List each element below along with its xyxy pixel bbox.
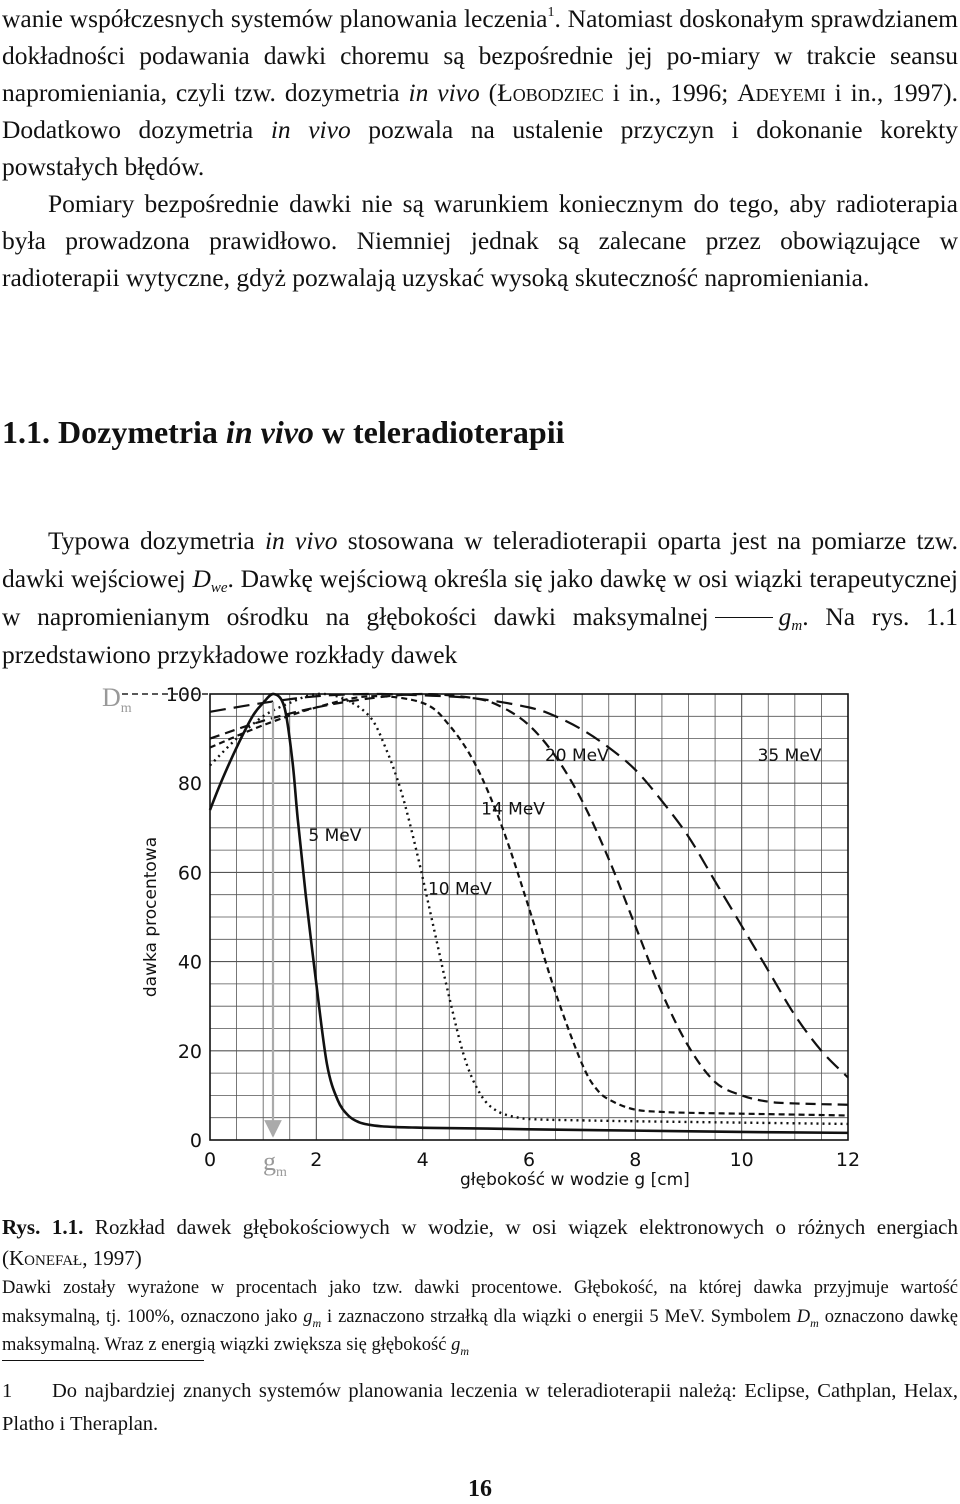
section-title: w teleradioterapii (321, 414, 565, 450)
paragraph-text: . Natomiast doskonałym sprawdzianem dokładności podawania dawki choremu są bezpośrednie jej po-miary w trakcie seansu napromieniania, czyli tzw. dozymetria (2, 4, 958, 107)
symbol-gm: g (778, 602, 792, 631)
symbol-subscript: m (460, 1344, 469, 1358)
symbol-subscript: m (791, 618, 803, 634)
depth-dose-chart (90, 672, 880, 1197)
italic-term: in vivo (264, 526, 338, 555)
symbol-subscript: we (210, 580, 228, 596)
paragraph-text: Pomiary bezpośrednie dawki nie są warunkiem koniecznym do tego, aby radioterapia była prowadzona prawidłowo. Niemniej jednak są zalecane przez obowiązujące w radioterapii wytyczne, gdyż pozwalają uzyskać wysoką skuteczność napromieniania. (2, 189, 958, 292)
x-axis-ticks (204, 1149, 860, 1171)
symbol-subscript: m (312, 1315, 322, 1330)
note-text: i zaznaczono strzałką dla wiązki o energii 5 MeV. Symbolem (321, 1306, 797, 1327)
caption-text: Rozkład dawek głębokościowych w wodzie, w osi wiązek elektronowych o różnych energiach ( (2, 1215, 958, 1270)
symbol-dm: D (796, 1306, 811, 1327)
citation-author: Konefał (9, 1246, 83, 1270)
x-tick-label: 4 (416, 1149, 429, 1171)
paragraph-intro (2, 0, 958, 185)
citation-author: Adeyemi (737, 78, 826, 107)
section-heading (2, 412, 565, 452)
em-dash-rule (715, 617, 773, 618)
x-tick-label: 10 (729, 1149, 754, 1171)
italic-term: in vivo (270, 115, 351, 144)
dm-label: $D_m$ (102, 683, 132, 716)
paragraph-text: Typowa dozymetria (48, 526, 265, 555)
series-label: 35 MeV (757, 745, 822, 766)
x-tick-label: 2 (310, 1149, 323, 1171)
x-tick-label: 8 (629, 1149, 642, 1171)
gm-label: $g_m$ (263, 1147, 287, 1180)
paragraph-text: i in., 1996; (603, 78, 738, 107)
y-tick-label: 100 (165, 684, 202, 706)
y-tick-label: 60 (177, 862, 202, 885)
x-tick-label: 12 (835, 1149, 861, 1171)
caption-text: , 1997) (82, 1246, 142, 1270)
footnote (2, 1375, 958, 1441)
note-text: Dawki zostały wyrażone w procentach jako tzw. dawki procentowe. Głębokość, na której dawka przyjmuje wartość maksymalną, tj. 100%, oznaczono jako (2, 1278, 958, 1327)
x-axis-label: głębokość w wodzie g [cm] (460, 1170, 690, 1190)
page-number: 16 (468, 1476, 492, 1502)
y-tick-label: 40 (177, 951, 202, 974)
paragraph-measurements (2, 185, 958, 296)
y-axis-ticks (166, 684, 202, 1152)
x-tick-label: 6 (522, 1149, 536, 1171)
symbol-gm: g (303, 1306, 313, 1327)
paragraph-text: pozwala na ustalenie przyczyn i dokonanie korekty powstałych błędów. (2, 115, 958, 181)
caption-label: Rys. 1.1. (2, 1215, 84, 1239)
figure-caption (2, 1212, 958, 1274)
x-tick-label: 0 (203, 1149, 217, 1171)
paragraph-text: i in., 1997). Dodatkowo dozymetria (2, 78, 958, 144)
footnote-text: Do najbardziej znanych systemów planowania leczenia w teleradioterapii należą: Eclipse, Cathplan, Helax, Platho i Theraplan. (2, 1380, 958, 1435)
series-label: 10 MeV (427, 879, 492, 900)
symbol-subscript: m (810, 1315, 819, 1330)
series-label: 14 MeV (481, 799, 545, 820)
footnote-number: 1 (2, 1380, 13, 1402)
footnote-reference[interactable]: 1 (547, 5, 555, 20)
paragraph-text: ( (479, 78, 498, 107)
footnote-rule (2, 1360, 204, 1361)
y-axis-label: dawka procentowa (141, 836, 161, 998)
italic-term: in vivo (408, 78, 480, 107)
note-text: oznaczono dawkę maksymalną. Wraz z energią wiązki zwiększa się głębokość (2, 1306, 958, 1355)
paragraph-text: . Dawkę wejściową określa się jako dawkę w osi wiązki terapeutycznej w napromienianym ośrodku na głębokości dawki maksymalnej (2, 564, 958, 631)
paragraph-entrance-dose (2, 522, 958, 674)
symbol-gm: g (451, 1335, 461, 1355)
section-number: 1.1. (2, 414, 50, 450)
y-tick-label: 80 (177, 773, 202, 796)
section-title-italic: in vivo (225, 414, 314, 450)
citation-author: Łobodziec (497, 78, 604, 107)
figure-note (2, 1274, 958, 1360)
series-label: 20 MeV (544, 745, 609, 766)
paragraph-text: . Na rys. 1.1 przedstawiono przykładowe rozkłady dawek (2, 602, 958, 669)
series-label: 5 MeV (308, 826, 362, 847)
y-tick-label: 0 (189, 1130, 202, 1152)
symbol-dwe: D (192, 564, 211, 593)
paragraph-text: stosowana w teleradioterapii oparta jest na pomiarze tzw. dawki wejściowej (2, 526, 959, 593)
section-title: Dozymetria (58, 414, 218, 450)
paragraph-text: wanie współczesnych systemów planowania leczenia (2, 4, 548, 33)
chart-grid (210, 694, 848, 1140)
y-tick-label: 20 (177, 1040, 202, 1063)
